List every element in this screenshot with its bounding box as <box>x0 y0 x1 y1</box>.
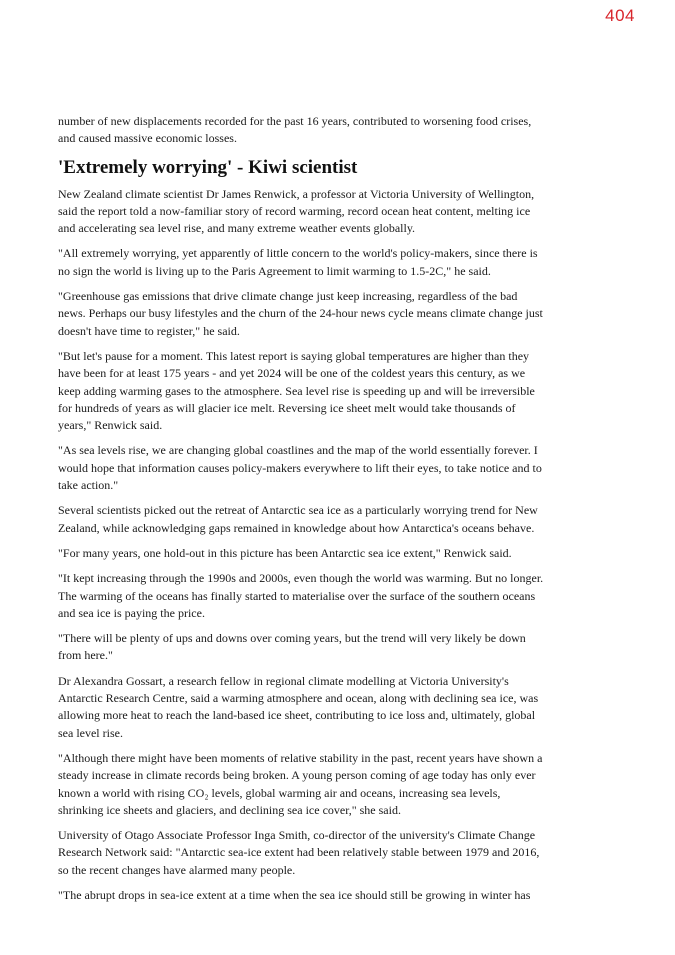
paragraph: "It kept increasing through the 1990s and 2000s, even though the world was warming. But no longer. The warming of the oceans has finally started to materialise over the surface of the southern oceans and sea ice is paying the price. <box>58 571 544 620</box>
paragraph: "Although there might have been moments of relative stability in the past, recent years have shown a steady increase in climate records being broken. A young person coming of age today has only ever known a world with rising CO₂ levels, global warming air and oceans, increasing sea levels, shrinking ice sheets and glaciers, and declining sea ice cover," she said. <box>58 750 543 817</box>
section-heading: 'Extremely worrying' - Kiwi scientist <box>58 156 358 178</box>
paragraph: University of Otago Associate Professor Inga Smith, co-director of the university's Climate Change Research Network said: "Antarctic sea-ice extent had been relatively stable between 1979 and 2016, so the recent changes have alarmed many people. <box>58 828 540 877</box>
paragraph: "There will be plenty of ups and downs over coming years, but the trend will very likely be down from here." <box>58 631 526 663</box>
paragraph: Dr Alexandra Gossart, a research fellow in regional climate modelling at Victoria University's Antarctic Research Centre, said a warming atmosphere and ocean, along with declining sea ice, was allowing more heat to reach the land-based ice sheet, contributing to ice loss and, ultimately, global sea level rise. <box>58 673 539 740</box>
article-body <box>58 113 544 912</box>
page-number: 404 <box>605 6 635 25</box>
paragraph: "All extremely worrying, yet apparently of little concern to the world's policy-makers, since there is no sign the world is living up to the Paris Agreement to limit warming to 1.5-2C," he said. <box>58 246 538 278</box>
paragraph: Several scientists picked out the retreat of Antarctic sea ice as a particularly worrying trend for New Zealand, while acknowledging gaps remained in knowledge about how Antarctica's oceans behave. <box>58 503 538 535</box>
paragraph: "As sea levels rise, we are changing global coastlines and the map of the world essentially forever. I would hope that information causes policy-makers everywhere to lift their eyes, to take notice and to take action." <box>58 443 542 493</box>
paragraph: "Greenhouse gas emissions that drive climate change just keep increasing, regardless of the bad news. Perhaps our busy lifestyles and the churn of the 24-hour news cycle means climate change just doesn't have time to register," he said. <box>58 289 543 338</box>
paragraph: New Zealand climate scientist Dr James Renwick, a professor at Victoria University of Wellington, said the report told a now-familiar story of record warming, record ocean heat content, melting ice and accelerating sea level rise, and many extreme weather events globally. <box>58 186 535 236</box>
paragraph: "The abrupt drops in sea-ice extent at a time when the sea ice should still be growing in winter has <box>58 887 531 902</box>
intro-paragraph: number of new displacements recorded for the past 16 years, contributed to worsening food crises, and caused massive economic losses. <box>58 114 532 146</box>
paragraph: "But let's pause for a moment. This latest report is saying global temperatures are higher than they have been for at least 175 years - and yet 2024 will be one of the coldest years this century, as we keep adding warming gases to the atmosphere. Sea level rise is speeding up and will be irreversible for hundreds of years as will glacier ice melt. Reversing ice sheet melt would take thousands of years," Renwick said. <box>58 348 535 433</box>
paragraph: "For many years, one hold-out in this picture has been Antarctic sea ice extent," Renwick said. <box>58 545 512 560</box>
